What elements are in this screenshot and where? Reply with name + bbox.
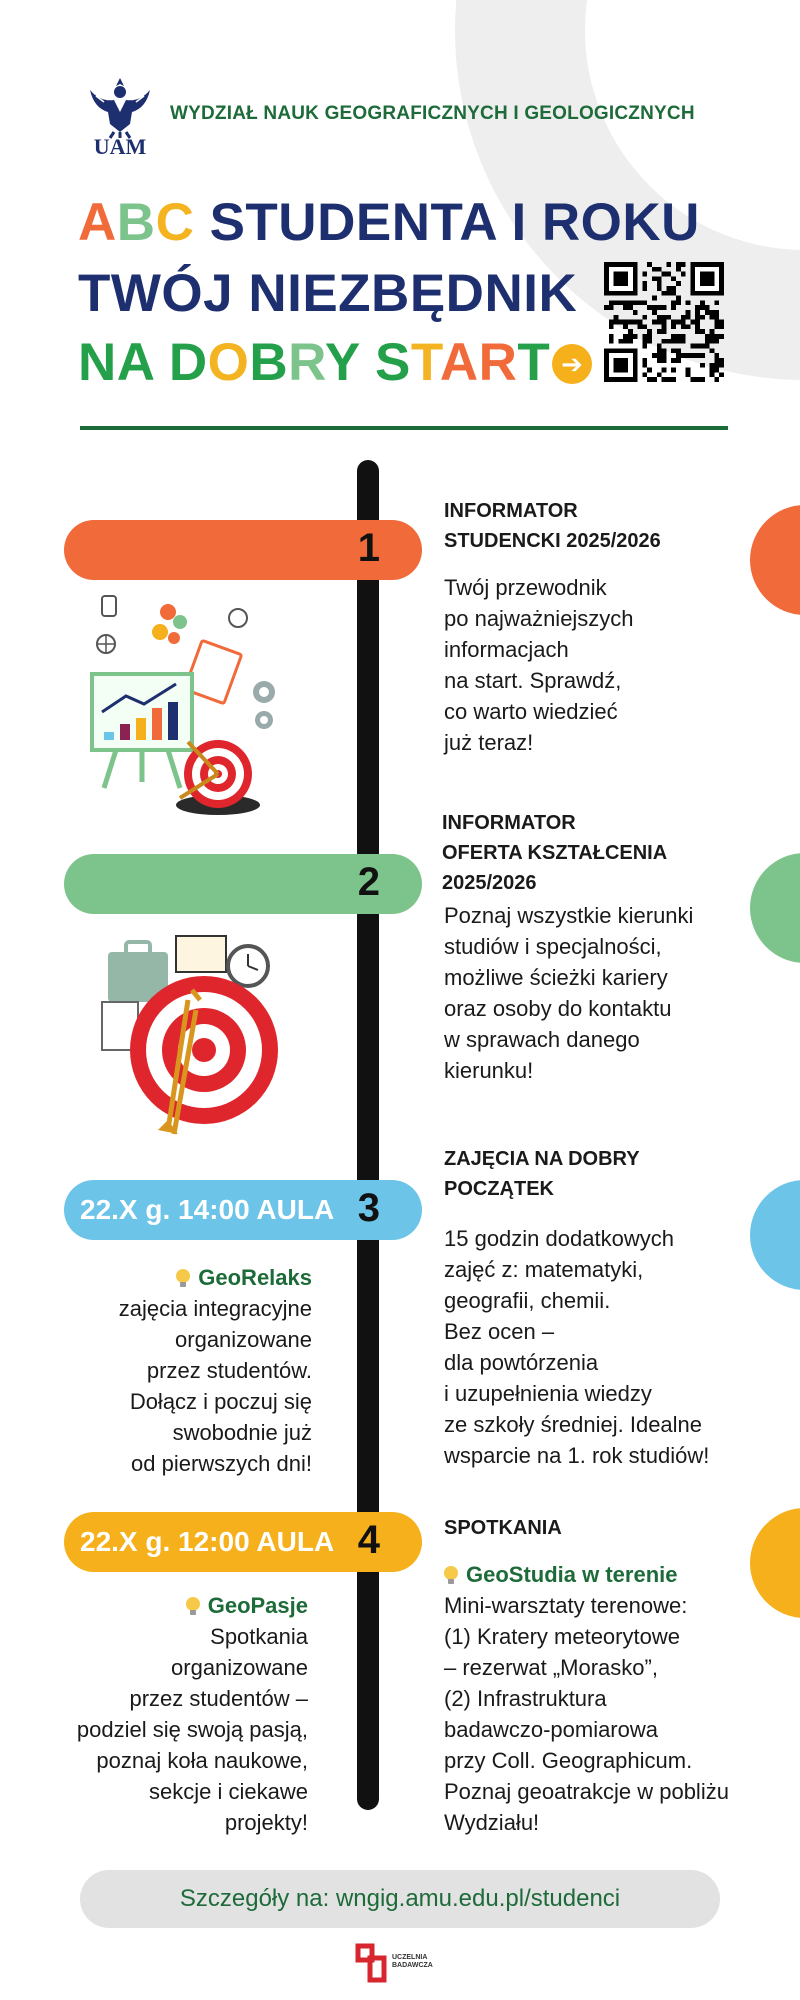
badge-text [392,1954,433,1970]
arrow-right-icon[interactable]: ➔ [552,344,592,384]
headline-line-3-letter: S [375,333,411,392]
section-2-title: INFORMATOR OFERTA KSZTAŁCENIA 2025/2026 [442,812,668,894]
section-2-body: Poznaj wszystkie kierunki studiów i specjalności, możliwe ścieżki kariery oraz osoby do kontaktu w sprawach danego kierunku! [444,903,694,1083]
headline-line-3 [78,332,550,393]
headline-line-3-letter: T [517,333,551,392]
lightbulb-icon [186,1597,200,1615]
section-2-edge-dot [750,853,800,963]
presentation-chart-target-icon [88,592,288,817]
section-2-pill [64,854,422,914]
headline-letter-a: A [78,193,117,252]
badge-line-2: BADAWCZA [392,1962,433,1969]
timeline-line [357,460,379,1810]
headline-line-3-letter: Y [324,333,376,392]
section-3-body: 15 godzin dodatkowych zajęć z: matematyki, geografii, chemii. Bez ocen – dla powtórzenia i uzupełnienia wiedzy ze szkoły średniej. Idealne wsparcie na 1. rok studiów! [444,1226,710,1468]
section-1-number: 1 [357,526,380,570]
section-3-left-tag-row [60,1262,312,1293]
headline-line-3-letter: A [439,333,479,392]
lightbulb-icon [176,1269,190,1287]
headline-line-3-letter: R [288,333,325,392]
section-3-edge-dot [750,1180,800,1290]
section-1-edge-dot [750,505,800,615]
uam-eagle-logo [86,72,154,162]
headline-line-3-letter: NA [78,333,169,392]
target-briefcase-clock-icon [96,930,286,1150]
section-4-body: Mini-warsztaty terenowe: (1) Kratery meteorytowe – rezerwat „Morasko”, (2) Infrastruktura badawczo-pomiarowa przy Coll. Geographicum. Poznaj geoatrakcje w pobliżu Wydziału! [444,1593,729,1835]
section-4-right-tag: GeoStudia w terenie [466,1562,678,1587]
faculty-name: WYDZIAŁ NAUK GEOGRAFICZNYCH I GEOLOGICZNYCH [170,103,695,124]
lightbulb-icon [444,1566,458,1584]
uam-logo-text: UAM [93,134,147,159]
headline-letter-b: B [116,193,156,252]
section-3-number: 3 [357,1186,380,1230]
section-4-date: 22.X g. 12:00 AULA [80,1526,335,1557]
headline-line-1-rest: STUDENTA I ROKU [194,193,700,252]
section-1-body: Twój przewodnik po najważniejszych informacjach na start. Sprawdź, co warto wiedzieć już teraz! [444,575,634,755]
section-4-title: SPOTKANIA [444,1517,562,1539]
section-3-date: 22.X g. 14:00 AULA [80,1194,335,1225]
section-3-left-body: zajęcia integracyjne organizowane przez studentów. Dołącz i poczuj się swobodnie już od pierwszych dni! [118,1296,312,1476]
headline-letter-c: C [155,193,195,252]
section-1-pill [64,520,422,580]
headline-line-3-letter: R [478,333,518,392]
section-2-number: 2 [357,860,380,904]
headline-line-3-letter: D [168,333,208,392]
section-4-pill [64,1512,422,1572]
uczelnia-badawcza-badge [350,1940,446,1988]
headline-line-3-letter: B [249,333,289,392]
section-4-left-body: Spotkania organizowane przez studentów – podziel się swoją pasją, poznaj koła naukowe, sekcje i ciekawe projekty! [76,1624,308,1835]
section-4-right-tag-row [444,1559,678,1590]
section-4-left-tag: GeoPasje [207,1593,308,1618]
headline-line-3-letter: O [207,333,250,392]
qr-code[interactable] [604,262,724,382]
section-1-title: INFORMATOR STUDENCKI 2025/2026 [444,500,661,552]
headline-line-1 [78,192,700,253]
section-3-left-tag: GeoRelaks [198,1265,312,1290]
badge-line-1: UCZELNIA [392,1954,428,1961]
headline-line-2: TWÓJ NIEZBĘDNIK [78,264,578,323]
section-4-number: 4 [357,1518,380,1562]
header-divider [80,426,728,430]
headline-line-3-letter: T [410,333,440,392]
section-4-left-tag-row [60,1590,308,1621]
section-3-title: ZAJĘCIA NA DOBRY POCZĄTEK [444,1148,640,1200]
footer-link[interactable]: Szczegóły na: wngig.amu.edu.pl/studenci [80,1870,720,1928]
section-4-edge-dot [750,1508,800,1618]
section-3-pill [64,1180,422,1240]
